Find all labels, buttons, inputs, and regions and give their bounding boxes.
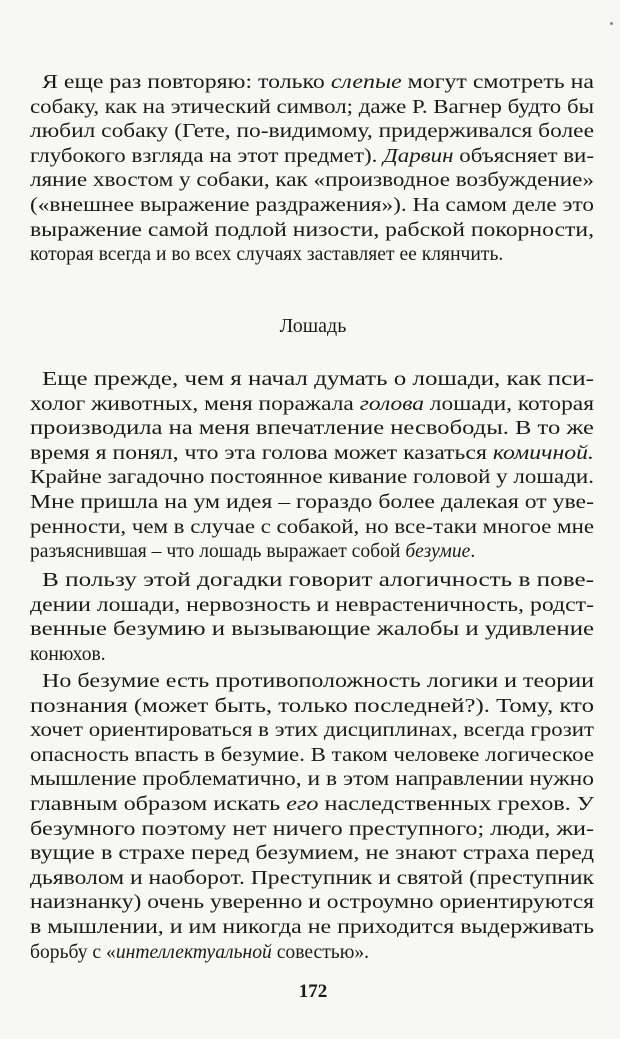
text-line: [30, 145, 594, 169]
text-run: собаку, как на этический символ; даже Р. Вагнер будто бы: [30, 97, 594, 118]
text-line: [30, 618, 594, 642]
text-run: Но безумие есть противоположность логики и теории: [42, 671, 595, 692]
text-run: венные безумию и вызывающие жалобы и удивление: [30, 619, 594, 640]
text-line: [30, 491, 594, 515]
text-run: дении лошади, нервозность и неврастеничность, родст-: [30, 595, 595, 616]
text-run: конюхов.: [30, 644, 106, 665]
text-line: [30, 594, 594, 618]
text-line: [30, 219, 594, 243]
text-run: совестью».: [271, 942, 370, 963]
text-line: [30, 393, 594, 417]
text-line: [30, 442, 594, 466]
text-line: [30, 818, 594, 842]
text-run: ляние хвостом у собаки, как «производное возбуждение»: [30, 170, 594, 191]
page-number: [0, 980, 620, 1004]
text-run: .: [470, 541, 476, 562]
text-run: в мышлении, и им никогда не приходится выдерживать: [30, 917, 594, 938]
text-line: [30, 891, 594, 915]
text-line: [30, 540, 475, 564]
text-run: наследственных грехов. У: [318, 794, 595, 815]
text-run: Еще прежде, чем я начал думать о лошади, как пси-: [42, 369, 594, 390]
text-line: [30, 516, 594, 540]
text-run: вущие в страхе перед безумием, не знают страха перед: [30, 843, 594, 864]
text-run: хочет ориентироваться в этих дисциплинах, всегда грозит: [30, 720, 594, 741]
text-run: время я понял, что эта голова может казаться: [30, 443, 493, 464]
text-run: выражение самой подлой низости, рабской покорности,: [30, 220, 594, 241]
text-line: [42, 368, 594, 392]
text-run: объясняет ви-: [453, 146, 594, 167]
text-line: [42, 670, 594, 694]
text-line: [42, 71, 594, 95]
text-run: разъяснившая – что лошадь выражает собой: [30, 541, 406, 562]
text-run: производила на меня впечатление несвободы. В то же: [30, 418, 594, 439]
text-run: безумного поэтому нет ничего преступного; люди, жи-: [30, 819, 595, 840]
text-line: [30, 417, 594, 441]
text-run: Я еще раз повторяю: только: [42, 72, 331, 93]
text-line: [30, 466, 594, 490]
text-run: дьяволом и наоборот. Преступник и святой (преступник: [30, 868, 594, 889]
text-run: познания (может быть, только последней?). Тому, кто: [30, 696, 594, 717]
text-run: лошади, которая: [423, 394, 594, 415]
text-line: [30, 96, 594, 120]
italic-text: его: [286, 794, 319, 815]
text-line: [30, 695, 594, 719]
italic-text: безумие: [405, 541, 471, 562]
text-run: Крайне загадочно постоянное кивание головой у лошади.: [30, 467, 594, 488]
text-run: опасность впасть в безумие. В таком человеке логическое: [30, 745, 594, 766]
italic-text: слепые: [330, 72, 402, 93]
text-line: [30, 120, 594, 144]
text-line: [42, 569, 594, 593]
scan-speck: [610, 22, 613, 25]
section-heading-text: Лошадь: [279, 315, 347, 337]
italic-text: голова: [359, 394, 424, 415]
text-line: [30, 867, 594, 891]
text-line: [30, 744, 594, 768]
page-number-text: 172: [298, 981, 328, 1002]
text-line: [30, 243, 503, 267]
text-line: [30, 643, 106, 667]
text-run: Мне пришла на ум идея – гораздо более далекая от уве-: [30, 492, 595, 513]
text-run: («внешнее выражение раздражения»). На самом деле это: [30, 195, 594, 216]
text-line: [30, 793, 594, 817]
section-heading: [0, 313, 620, 339]
text-line: [30, 169, 594, 193]
text-run: главным образом искать: [30, 794, 287, 815]
text-run: которая всегда и во всех случаях заставляет ее клянчить.: [30, 244, 504, 265]
text-line: [30, 842, 594, 866]
text-run: ренности, чем в случае с собакой, но все-таки многое мне: [30, 517, 595, 538]
text-run: глубокого взгляда на этот предмет).: [30, 146, 384, 167]
text-run: наизнанку) очень уверенно и остроумно ориентируются: [30, 892, 594, 913]
italic-text: интеллектуальной: [115, 942, 272, 963]
text-run: В пользу этой догадки говорит алогичность в пове-: [42, 570, 595, 591]
text-line: [30, 941, 369, 965]
text-run: борьбу с «: [30, 942, 116, 963]
italic-text: комичной.: [492, 443, 594, 464]
text-line: [30, 916, 594, 940]
text-run: могут смотреть на: [401, 72, 594, 93]
italic-text: Дарвин: [383, 146, 454, 167]
text-run: любил собаку (Гете, по-видимому, придерживался более: [30, 121, 594, 142]
text-line: [30, 194, 594, 218]
text-line: [30, 768, 594, 792]
text-run: мышление проблематично, и в этом направлении нужно: [30, 769, 594, 790]
text-run: холог животных, меня поражала: [30, 394, 360, 415]
text-line: [30, 719, 594, 743]
